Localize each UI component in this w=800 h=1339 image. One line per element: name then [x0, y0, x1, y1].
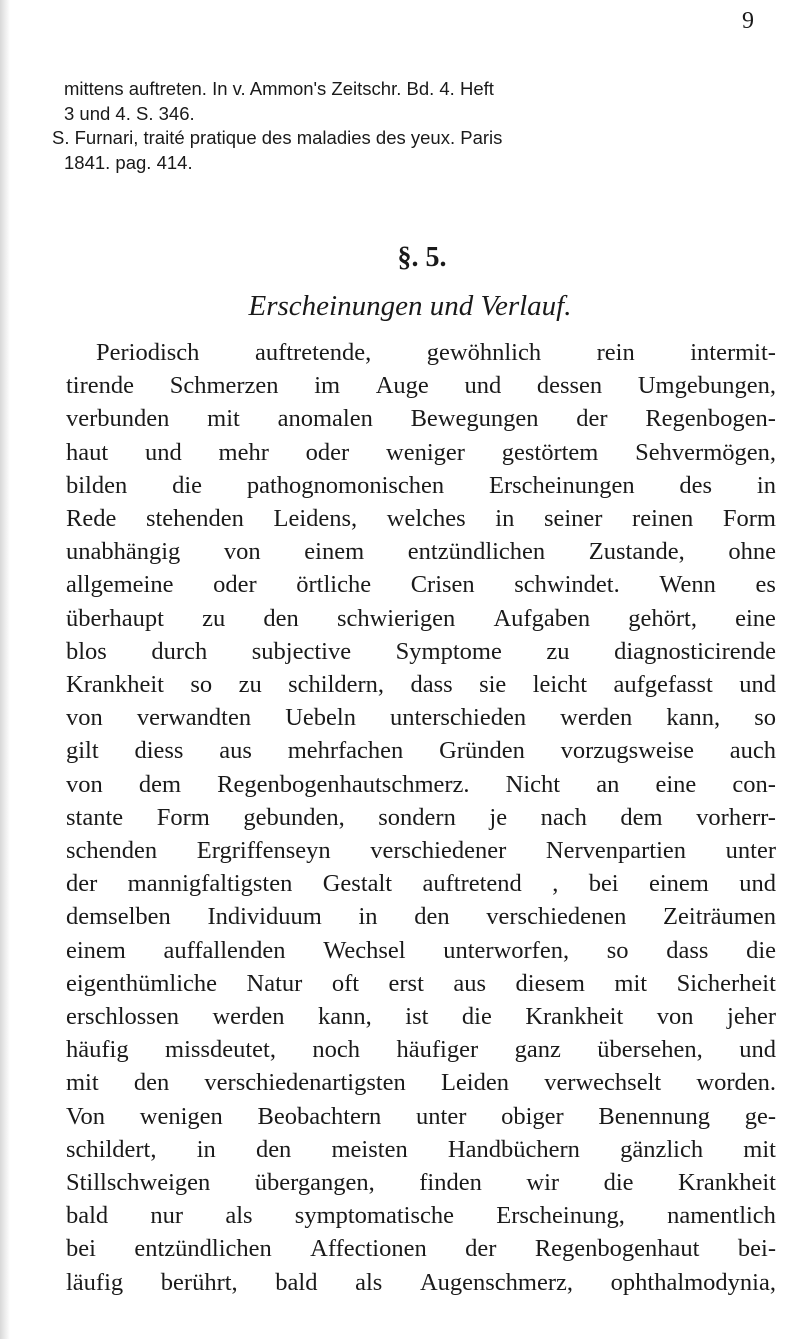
- body-line: Stillschweigen übergangen, finden wir die Krankheit: [66, 1169, 776, 1197]
- body-line: häufig missdeutet, noch häufiger ganz übersehen, und: [66, 1036, 776, 1064]
- body-line: bei entzündlichen Affectionen der Regenbogenhaut bei-: [66, 1235, 776, 1263]
- reference-line: 1841. pag. 414.: [64, 151, 193, 173]
- body-line: einem auffallenden Wechsel unterworfen, so dass die: [66, 936, 776, 964]
- body-line: schildert, in den meisten Handbüchern gänzlich mit: [66, 1135, 776, 1163]
- body-line: tirende Schmerzen im Auge und dessen Umgebungen,: [66, 372, 776, 400]
- body-line: überhaupt zu den schwierigen Aufgaben gehört, eine: [66, 604, 776, 632]
- body-line: verbunden mit anomalen Bewegungen der Regenbogen-: [66, 405, 776, 433]
- body-line: von verwandten Uebeln unterschieden werden kann, so: [66, 704, 776, 732]
- page-number: 9: [742, 8, 754, 34]
- reference-line: 3 und 4. S. 346.: [64, 102, 195, 124]
- reference-line: mittens auftreten. In v. Ammon's Zeitschr. Bd. 4. Heft: [64, 78, 494, 99]
- section-title: Erscheinungen und Verlauf.: [248, 290, 572, 322]
- body-line: demselben Individuum in den verschiedenen Zeiträumen: [66, 903, 776, 931]
- references-block: [52, 77, 764, 175]
- body-line: haut und mehr oder weniger gestörtem Sehvermögen,: [66, 438, 776, 466]
- body-line: blos durch subjective Symptome zu diagnosticirende: [66, 637, 776, 665]
- body-text: [66, 336, 776, 1299]
- body-line: erschlossen werden kann, ist die Krankheit von jeher: [66, 1003, 776, 1031]
- body-line: mit den verschiedenartigsten Leiden verwechselt worden.: [66, 1069, 776, 1097]
- body-line: bald nur als symptomatische Erscheinung, namentlich: [66, 1202, 776, 1230]
- body-line: Periodisch auftretende, gewöhnlich rein intermit-: [96, 339, 776, 366]
- body-line: von dem Regenbogenhautschmerz. Nicht an eine con-: [66, 770, 776, 798]
- body-line: Rede stehenden Leidens, welches in seiner reinen Form: [66, 505, 776, 533]
- body-line: gilt diess aus mehrfachen Gründen vorzugsweise auch: [66, 737, 776, 765]
- body-line: Krankheit so zu schildern, dass sie leicht aufgefasst und: [66, 671, 776, 699]
- reference-line: S. Furnari, traité pratique des maladies des yeux. Paris: [52, 127, 503, 148]
- section-number: §. 5.: [397, 242, 447, 273]
- body-line: läufig berührt, bald als Augenschmerz, ophthalmodynia,: [66, 1268, 776, 1296]
- body-line: schenden Ergriffenseyn verschiedener Nervenpartien unter: [66, 837, 776, 865]
- body-line: unabhängig von einem entzündlichen Zustande, ohne: [66, 538, 776, 566]
- body-line: Von wenigen Beobachtern unter obiger Benennung ge-: [66, 1102, 776, 1130]
- body-line: stante Form gebunden, sondern je nach dem vorherr-: [66, 803, 776, 831]
- body-line: der mannigfaltigsten Gestalt auftretend , bei einem und: [66, 870, 776, 898]
- body-line: bilden die pathognomonischen Erscheinungen des in: [66, 471, 776, 499]
- page-binding-edge: [0, 0, 10, 1339]
- body-line: eigenthümliche Natur oft erst aus diesem mit Sicherheit: [66, 969, 776, 997]
- body-line: allgemeine oder örtliche Crisen schwindet. Wenn es: [66, 571, 776, 599]
